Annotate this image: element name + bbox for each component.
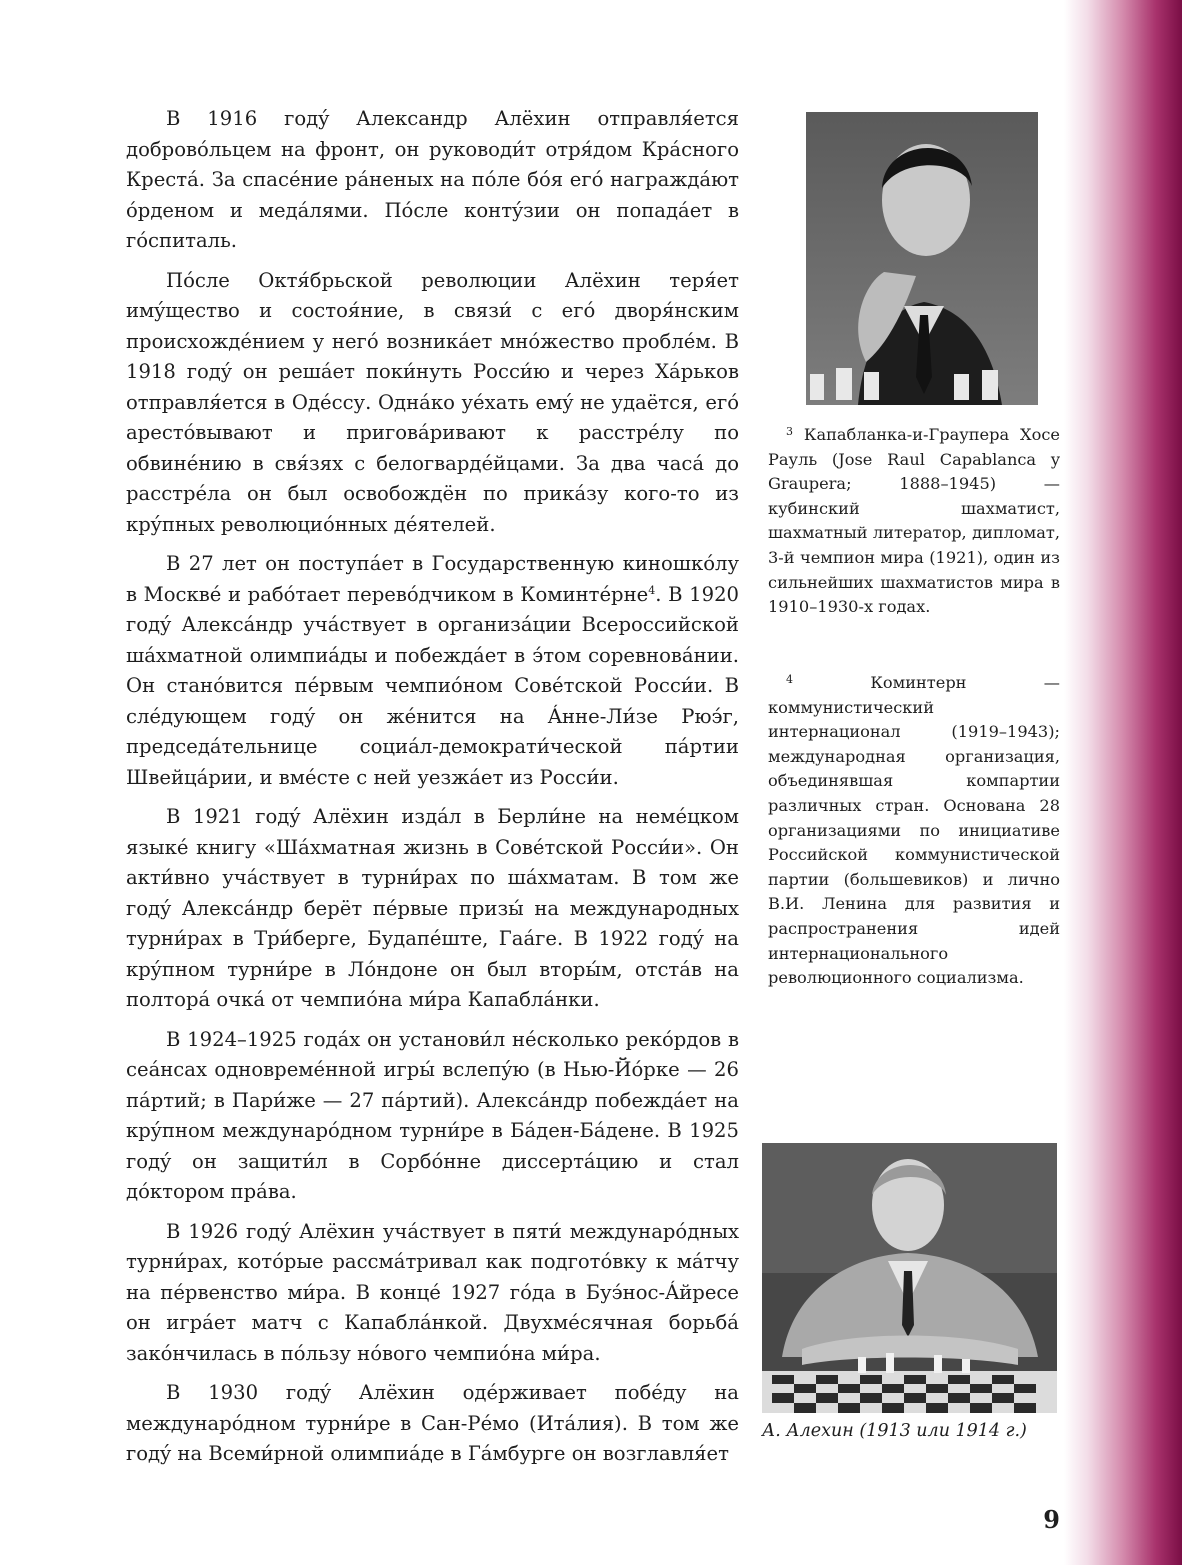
paragraph-moscow-part-2: . В 1920 годý Алексáндр учáствует в организáции Всероссийской шáхматной олимпиáды и побеждáет в э́том соревновáнии. Он станóвится пéрвым чемпиóном Совéтской Росси́и. В слéдующем годý он жéнится на Áнне-Ли́зе Рюэ́г, председáтельнице социáл-демократи́ческой пáртии Швейцáрии, и вмéсте с ней уезжáет из Росси́и. <box>126 582 739 789</box>
footnote-4-text: Коминтерн — коммунистический интернационал (1919–1943); международная организация, объединявшая компартии различных стран. Основана 28 организациями по инициативе Российской коммунистической партии (большевиков) и лично В.И. Ленина для развития и распространения идей интернационального революционного социализма. <box>768 673 1060 988</box>
footnote-3-text: Капабланка-и-Граупера Хосе Рауль (Jose Raul Capablanca y Graupera; 1888–1945) — кубинский шахматист, шахматный литератор, дипломат, 3-й чемпион мира (1921), один из сильнейших шахматистов мира в 1910–1930-х годах. <box>768 425 1060 617</box>
footnote-4 <box>768 668 1060 991</box>
paragraph-revolution: Пóсле Октя́брьской революции Алёхин теря́ет имýщество и состоя́ние, в связи́ с егó дворя́нским происхождéнием у негó возникáет мнóжество проблéм. В 1918 годý он решáет поки́нуть Росси́ю и через Хáрьков отправля́ется в Одéссу. Однáко уéхать емý не удаётся, егó арестóвывают и приговáривают к расстрéлу по обвинéнию в свя́зях с белогвардéйцами. За два часá до расстрéла он был освобождён по прикáзу кого-то из крýпных революциóнных дéятелей. <box>126 268 739 536</box>
paragraph-moscow <box>126 549 739 793</box>
page-number: 9 <box>1043 1505 1060 1534</box>
paragraph-1921: В 1921 годý Алёхин издáл в Берли́не на немéцком языкé книгу «Шáхматная жизнь в Совéтской Росси́и». Он акти́вно учáствует в турни́рах по шáхматам. В том же годý Алексáндр берёт пéрвые призы́ на международных турни́рах в Три́берге, Будапéште, Гаáге. В 1922 годý на крýпном турни́ре в Лóндоне он был вторы́м, отстáв на полторá очкá от чемпиóна ми́ра Капаблáнки. <box>126 805 739 1011</box>
paragraph-1924: В 1924–1925 годáх он установи́л нéсколько рекóрдов в сеáнсах одновремéнной игры́ вслепýю (в Нью-Йóрке — 26 пáртий; в Пари́же — 27 пáртий). Алексáндр побеждáет на крýпном междунарóдном турни́ре в Бáден-Бáдене. В 1925 годý он защити́л в Сорбóнне диссертáцию и стал дóктором прáва. <box>126 1027 739 1203</box>
capablanca-portrait-illustration <box>806 112 1038 405</box>
footnote-3-number: 3 <box>786 425 793 438</box>
paragraph-1930: В 1930 годý Алёхин одéрживает побéду на междунарóдном турни́ре в Сан-Рéмо (Итáлия). В том же годý на Всеми́рной олимпиáде в Гáмбурге он возглавля́ет <box>126 1381 739 1465</box>
paragraph-1916: В 1916 годý Александр Алёхин отправля́ется добровóльцем на фронт, он руководи́т отря́дом Крáсного Крестá. За спасéние рáненых на пóле бóя егó награждáют óрденом и медáлями. Пóсле контýзии он попадáет в гóспиталь. <box>126 107 739 252</box>
capablanca-photo <box>806 112 1038 405</box>
main-text-column <box>126 104 739 1479</box>
paragraph-moscow-part-1: В 27 лет он поступáет в Государственную киношкóлу в Москвé и рабóтает перевóдчиком в Коминтéрне <box>126 552 739 606</box>
alekhine-photo <box>762 1143 1057 1413</box>
footnote-ref-4[interactable]: 4 <box>648 583 656 597</box>
paragraph-1926: В 1926 годý Алёхин учáствует в пяти́ междунарóдных турни́рах, котóрые рассмáтривал как подготóвку к мáтчу на пéрвенство ми́ра. В концé 1927 гóда в Буэ́нос-Áйресе он игрáет матч с Капаблáнкой. Двухмéсячная борьбá закóнчилась в пóльзу нóвого чемпиóна ми́ра. <box>126 1219 739 1365</box>
alekhine-portrait-illustration <box>762 1143 1057 1413</box>
sidebar-photo-column <box>766 112 1061 405</box>
footnote-3 <box>768 420 1060 620</box>
page-edge-color-band <box>1064 0 1182 1565</box>
footnote-4-number: 4 <box>786 673 793 686</box>
alekhine-photo-caption: А. Алехин (1913 или 1914 г.) <box>762 1421 1027 1441</box>
